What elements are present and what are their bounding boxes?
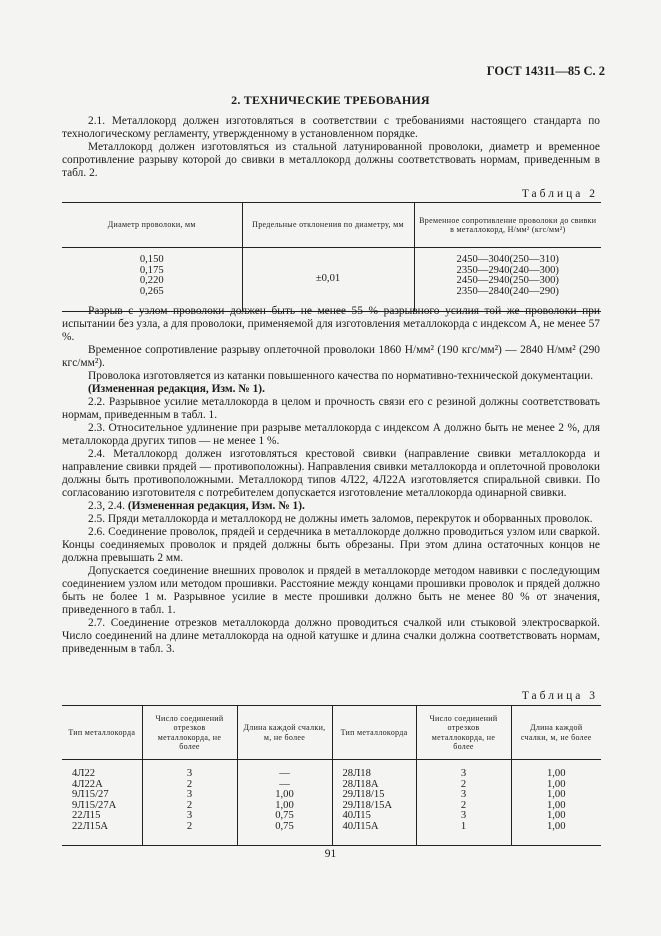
table-cell: — — [279, 768, 290, 779]
table-header: Временное сопротивление проволоки до свивки в металлокорд, Н/мм² (кгс/мм²) — [414, 203, 601, 248]
table-cell: 0,175 — [139, 264, 164, 276]
table-cell: 2350—2940(240—300) — [456, 264, 559, 276]
joints-column-right — [416, 760, 511, 846]
table-cell: 2450—3040(250—310) — [456, 254, 559, 265]
paragraph: Допускается соединение внешних проволок и прядей в металлокорде методом навивки с последующим соединением узлом или методом прошивки. Расстояние между концами прошивки проволок и прядей должно быть не более 1 м. Разрывное усилие в месте прошивки должно быть не менее 80 % от значения, приведенного в табл. 1. — [62, 565, 600, 616]
paragraph: 2.4. Металлокорд должен изготовляться крестовой свивки (направление свивки металлокорда и направление свивки прядей — противоположны). Направления свивки металлокорда и оплеточной проволоки должны быть противоположными. Металлокорд типов 4Л22, 4Л22А изготовляется спиральной свивки. По согласованию изготовителя с потребителем допускается изготовление металлокорда одинарной свивки. — [62, 448, 600, 499]
joints-column-left — [142, 760, 237, 846]
table-cell: 2 — [460, 799, 467, 811]
table-cell: 0,150 — [139, 254, 164, 265]
table-cell: 2 — [186, 820, 193, 832]
paragraph: 2.2. Разрывное усилие металлокорда в целом и прочность связи его с резиной должны соответствовать нормам, приведенным в табл. 1. — [62, 396, 600, 421]
table-cell: 28Л18А — [342, 778, 379, 790]
table-cell: 28Л18 — [342, 768, 371, 779]
paragraph: 2.5. Пряди металлокорда и металлокорд не должны иметь заломов, перекруток и оборванных проволок. — [88, 513, 593, 525]
table-header: Число соединений отрезков металлокорда, не более — [416, 706, 511, 760]
table-3 — [62, 705, 601, 846]
length-column-left — [237, 760, 332, 846]
table-cell: 0,75 — [275, 810, 294, 821]
table-cell: 1 — [460, 820, 467, 832]
amendment-note: (Измененная редакция, Изм. № 1). — [88, 383, 265, 395]
paragraph: Проволока изготовляется из катанки повышенного качества по нормативно-технической документации. — [88, 370, 594, 382]
table-cell: 1,00 — [546, 820, 566, 832]
table-header: Диаметр проволоки, мм — [62, 203, 242, 248]
table-cell: 29Л18/15А — [342, 799, 393, 811]
table-cell: 1,00 — [546, 789, 566, 800]
paragraph: 2.6. Соединение проволок, прядей и сердечника в металлокорде должно проводиться узлом или сваркой. Концы соединяемых проволок и прядей должны быть обрезаны. При этом длина остаточных концов не должна превышать 2 мм. — [62, 526, 600, 564]
table-cell: 2450—2940(250—300) — [456, 275, 559, 286]
table-cell: 1,00 — [275, 799, 294, 811]
diameter-cell — [62, 248, 242, 312]
table-2-label: Таблица 2 — [521, 188, 598, 200]
table-cell: 2 — [186, 778, 193, 790]
table-header: Предельные отклонения по диаметру, мм — [242, 203, 414, 248]
paragraphs-main — [62, 305, 600, 656]
strength-cell — [414, 248, 601, 312]
amendment-text: (Измененная редакция, Изм. № 1). — [127, 500, 305, 512]
table-header: Число соединений отрезков металлокорда, не более — [142, 706, 237, 760]
document-reference: ГОСТ 14311—85 С. 2 — [486, 64, 605, 78]
section-title: 2. ТЕХНИЧЕСКИЕ ТРЕБОВАНИЯ — [231, 93, 430, 107]
table-cell: 1,00 — [546, 799, 566, 811]
table-cell: 1,00 — [275, 789, 294, 800]
table-cell: 0,265 — [139, 285, 164, 297]
table-cell: 4Л22А — [72, 778, 103, 790]
type-column-left — [62, 760, 142, 846]
table-cell: 3 — [460, 789, 467, 800]
paragraph: Временное сопротивление разрыву оплеточной проволоки 1860 Н/мм² (190 кгс/мм²) — 2840 Н/мм² (290 кгс/мм²). — [62, 344, 600, 369]
amendment-note — [62, 500, 600, 513]
table-cell: 9Л15/27 — [72, 789, 109, 800]
table-cell: 2 — [460, 778, 467, 790]
paragraph: 2.3. Относительное удлинение при разрыве металлокорда с индексом А должно быть не менее 2 %, для металлокорда других типов — не менее 1 %. — [62, 422, 600, 447]
table-cell: 22Л15 — [72, 810, 101, 821]
paragraph: Разрыв с узлом проволоки должен быть не менее 55 % разрывного усилия той же проволоки при испытании без узла, а для проволоки, применяемой для изготовления металлокорда с индексом А, не менее 57 %. — [62, 305, 600, 343]
table-cell: 40Л15 — [342, 810, 371, 821]
table-header: Тип металлокорда — [62, 706, 142, 760]
table-cell: 29Л18/15 — [342, 789, 385, 800]
table-cell: 22Л15А — [72, 820, 109, 832]
table-cell: 3 — [460, 810, 467, 821]
table-cell: — — [279, 778, 290, 790]
table-cell: 0,75 — [275, 820, 294, 832]
table-cell: 4Л22 — [72, 768, 96, 779]
tolerance-cell — [242, 248, 414, 312]
table-cell: 2350—2840(240—290) — [456, 285, 559, 297]
paragraph: Металлокорд должен изготовляться из стальной латунированной проволоки, диаметр и временное сопротивление разрыву которой до свивки в металлокорд должны соответствовать нормам, приведенным в табл. 2. — [62, 141, 600, 179]
table-header: Тип металлокорда — [332, 706, 416, 760]
amendment-prefix: 2.3, 2.4. — [88, 500, 126, 512]
paragraph: 2.7. Соединение отрезков металлокорда должно проводиться счалкой или стыковой электросваркой. Число соединений на длине металлокорда на одной катушке и длина счалки должна соответствовать нормам, приведенным в табл. 3. — [62, 617, 600, 655]
table-cell: 1,00 — [546, 768, 566, 779]
length-column-right — [511, 760, 601, 846]
table-cell: 3 — [460, 768, 467, 779]
table-cell: 1,00 — [546, 778, 566, 790]
table-cell: 3 — [186, 810, 193, 821]
table-2 — [62, 202, 601, 312]
table-cell: 3 — [186, 789, 193, 800]
page-number: 91 — [324, 848, 337, 860]
table-cell: 3 — [186, 768, 193, 779]
table-cell: 0,220 — [139, 275, 164, 286]
table-cell: 9Л15/27А — [72, 799, 117, 811]
table-cell: 1,00 — [546, 810, 566, 821]
paragraphs-intro — [62, 115, 600, 180]
table-cell: 40Л15А — [342, 820, 379, 832]
table-cell: ±0,01 — [315, 273, 341, 285]
type-column-right — [332, 760, 416, 846]
table-3-label: Таблица 3 — [521, 690, 598, 702]
table-header: Длина каждой счалки, м, не более — [511, 706, 601, 760]
table-cell: 2 — [186, 799, 193, 811]
table-header: Длина каждой счалки, м, не более — [237, 706, 332, 760]
paragraph: 2.1. Металлокорд должен изготовляться в соответствии с требованиями настоящего стандарта по технологическому регламенту, утвержденному в установленном порядке. — [62, 115, 600, 140]
